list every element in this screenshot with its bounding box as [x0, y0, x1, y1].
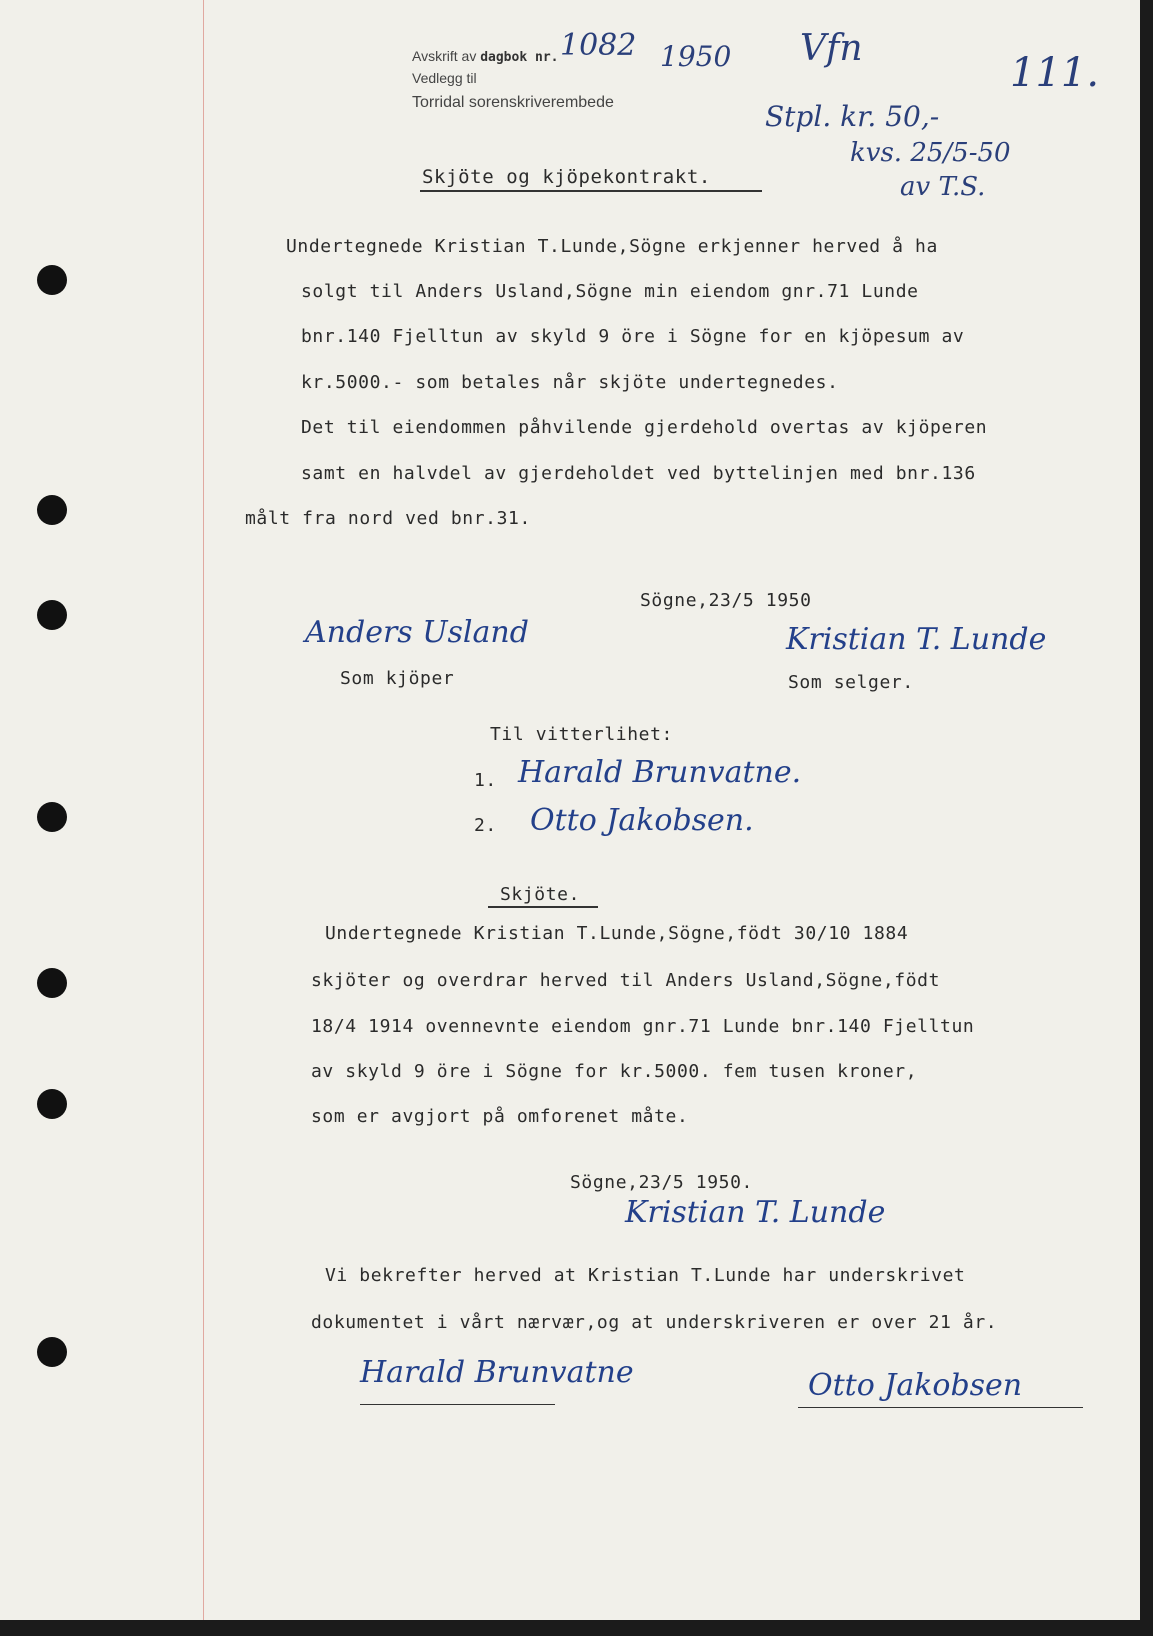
contract-place-date: Sögne,23/5 1950 [640, 590, 812, 611]
deed-line: som er avgjort på omforenet måte. [311, 1106, 689, 1127]
witness-signature: Otto Jakobsen. [530, 803, 754, 838]
confirmation-line: Vi bekrefter herved at Kristian T.Lunde har underskrivet [325, 1265, 966, 1286]
contract-line: solgt til Anders Usland,Sögne min eiendom gnr.71 Lunde [301, 281, 919, 302]
seller-label: Som selger. [788, 672, 914, 693]
stamp-line3: Torridal sorenskriverembede [412, 94, 614, 111]
stamp-line1: Avskrift av [412, 48, 477, 64]
stamp-line1b: dagbok nr. [480, 50, 559, 65]
witness-number: 2. [474, 815, 497, 836]
margin-note-line1: Stpl. kr. 50,- [765, 100, 940, 133]
punch-hole [37, 968, 67, 998]
buyer-label: Som kjöper [340, 668, 455, 689]
punch-hole [37, 1089, 67, 1119]
contract-line: Det til eiendommen påhvilende gjerdehold overtas av kjöperen [301, 417, 988, 438]
page-number: 111. [1010, 50, 1100, 96]
document-title: Skjöte og kjöpekontrakt. [422, 166, 711, 188]
deed-line: Undertegnede Kristian T.Lunde,Sögne,födt 30/10 1884 [325, 923, 909, 944]
stamp-header [412, 48, 558, 65]
witness-number: 1. [474, 770, 497, 791]
margin-initials: Vfn [800, 28, 863, 69]
signature-line [360, 1404, 555, 1405]
signature-line [798, 1407, 1083, 1408]
confirmation-line: dokumentet i vårt nærvær,og at underskriveren er over 21 år. [311, 1312, 998, 1333]
margin-note-line3: av T.S. [900, 172, 986, 202]
margin-note-line2: kvs. 25/5-50 [850, 138, 1011, 168]
buyer-signature: Anders Usland [305, 615, 529, 650]
punch-hole [37, 802, 67, 832]
witness-signature: Harald Brunvatne. [518, 755, 802, 790]
deed-line: skjöter og overdrar herved til Anders Usland,Sögne,födt [311, 970, 941, 991]
punch-hole [37, 495, 67, 525]
contract-line: samt en halvdel av gjerdeholdet ved byttelinjen med bnr.136 [301, 463, 976, 484]
punch-hole [37, 1337, 67, 1367]
contract-line: Undertegnede Kristian T.Lunde,Sögne erkjenner herved å ha [286, 236, 938, 257]
deed-heading-underline [488, 906, 598, 908]
witness-signature-final: Harald Brunvatne [360, 1355, 634, 1390]
punch-hole [37, 600, 67, 630]
seller-signature: Kristian T. Lunde [786, 622, 1047, 657]
contract-line: kr.5000.- som betales når skjöte undertegnedes. [301, 372, 839, 393]
deed-line: av skyld 9 öre i Sögne for kr.5000. fem tusen kroner, [311, 1061, 918, 1082]
stamp-line2: Vedlegg til [412, 70, 477, 86]
contract-line: bnr.140 Fjelltun av skyld 9 öre i Sögne for en kjöpesum av [301, 326, 965, 347]
deed-line: 18/4 1914 ovennevnte eiendom gnr.71 Lunde bnr.140 Fjelltun [311, 1016, 975, 1037]
title-underline [420, 190, 762, 192]
witness-signature-final: Otto Jakobsen [808, 1368, 1023, 1403]
deed-signature: Kristian T. Lunde [625, 1195, 886, 1230]
punch-hole [37, 265, 67, 295]
deed-heading: Skjöte. [500, 884, 581, 905]
margin-line [203, 0, 204, 1620]
witness-heading: Til vitterlihet: [490, 724, 673, 745]
contract-line: målt fra nord ved bnr.31. [245, 508, 531, 529]
deed-place-date: Sögne,23/5 1950. [570, 1172, 753, 1193]
stamp-year: 1950 [660, 40, 732, 73]
dagbok-number: 1082 [560, 28, 637, 63]
